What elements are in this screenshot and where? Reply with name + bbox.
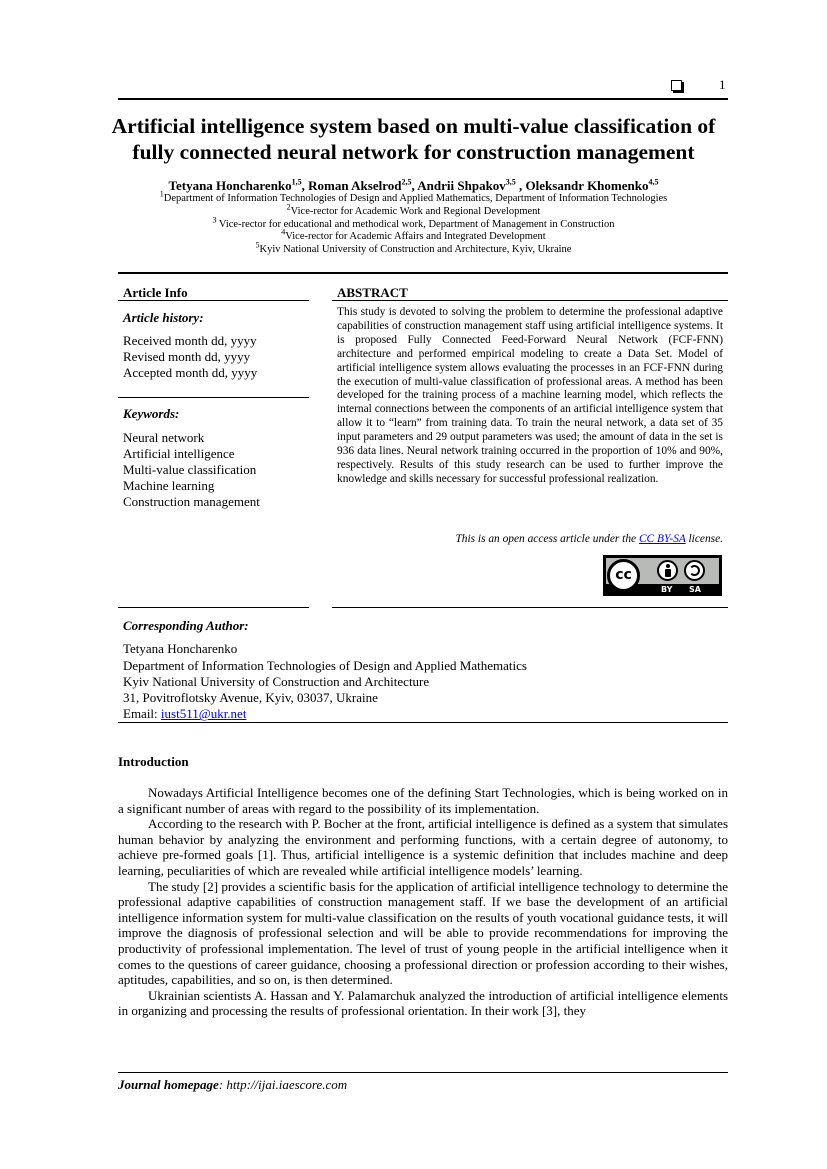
affiliation-text: Kyiv National University of Construction and Architecture, Kyiv, Ukraine bbox=[259, 244, 572, 256]
history-revised: Revised month dd, yyyy bbox=[123, 349, 251, 364]
keywords-list bbox=[123, 430, 260, 510]
corresponding-name: Tetyana Honcharenko bbox=[123, 641, 238, 657]
email-link[interactable]: iust511@ukr.net bbox=[160, 706, 247, 722]
affiliation-text: Department of Information Technologies of Design and Applied Mathematics, Department of Information Technologies bbox=[163, 193, 668, 204]
keyword-item: Multi-value classification bbox=[123, 462, 257, 477]
affiliation-list bbox=[100, 189, 727, 257]
intro-paragraph: According to the research with P. Bocher at the front, artificial intelligence is defined as a system that simulates human behavior by analyzing the environment and performing functions, with a certain degree of autonomy, to achieve pre-formed goals [1]. Thus, artificial intelligence is a systemic definition that includes machine and deep learning, peculiarities of which are revealed while artificial intelligence models’ learning. bbox=[118, 816, 728, 878]
author-affiliation-marker: 4,5 bbox=[648, 177, 659, 187]
abstract-text: This study is devoted to solving the problem to determine the professional adaptive capabilities of construction management staff using artificial intelligence systems. It is proposed Fully Connected Feed-Forward Neural Network (FCF-FNN) architecture and performed empirical modeling to create a Data Set. Model of artificial intelligence system allows evaluating the processes in an FCF-FNN during the execution of multi-value classification of professional areas. A method has been developed for the training process of a machine learning model, which reflects the internal connections between the components of an artificial intelligence system that allow it to “learn” from training data. To train the neural network, a data set of 35 input parameters and 29 output parameters was used; the amount of data in the set is 936 data lines. Neural network training occurred in the proportion of 10% and 90%, respectively. Results of this study research can be used to further improve the knowledge and skills necessary for successful professional realization. bbox=[337, 306, 723, 485]
affiliation-line bbox=[100, 215, 727, 232]
author-affiliation-marker: 1,5 bbox=[291, 177, 302, 187]
affiliation-marker: 1 bbox=[159, 189, 164, 199]
affiliation-text: Vice-rector for educational and methodical work, Department of Management in Construction bbox=[216, 218, 615, 230]
journal-homepage bbox=[118, 1077, 347, 1093]
article-info-heading: Article Info bbox=[123, 285, 188, 300]
license-link[interactable]: CC BY-SA bbox=[638, 533, 686, 545]
keyword-item: Neural network bbox=[123, 430, 205, 445]
affiliation-marker: 3 bbox=[212, 215, 217, 225]
intro-paragraph: The study [2] provides a scientific basis for the application of artificial intelligence technology to determine the professional adaptive capabilities of construction management staff. If we base the development of an artificial intelligence information system for multi-value classification on the results of youth vocational guidance tests, it will improve the diagnosis of professional selection and will be able to provide recommendations for improving the productivity of professional implementation. The level of trust of young people in the artificial intelligence when it comes to the questions of career guidance, choosing a professional direction or profession according to their wishes, aptitudes, capabilities, and so on, is then determined. bbox=[118, 878, 728, 988]
affiliation-text: Vice-rector for Academic Work and Regional Development bbox=[290, 205, 541, 217]
affiliation-line bbox=[100, 240, 727, 257]
affiliation-line bbox=[100, 189, 727, 206]
intro-paragraph: Nowadays Artificial Intelligence becomes one of the defining Start Technologies, which is being worked on in a significant number of areas with regard to the possibility of its implementation. bbox=[118, 785, 728, 816]
author-name: Tetyana Honcharenko bbox=[168, 178, 292, 193]
keywords-label: Keywords: bbox=[123, 406, 180, 421]
corresponding-address: 31, Povitroflotsky Avenue, Kyiv, 03037, Ukraine bbox=[123, 690, 378, 706]
article-history-list bbox=[123, 333, 257, 381]
keyword-item: Artificial intelligence bbox=[123, 446, 235, 461]
article-history-label: Article history: bbox=[123, 310, 204, 325]
author-affiliation-marker: 3,5 bbox=[505, 177, 516, 187]
license-line bbox=[337, 533, 723, 545]
abstract-heading: ABSTRACT bbox=[337, 285, 408, 300]
cc-icon: cc bbox=[607, 559, 640, 592]
affiliation-line bbox=[100, 227, 727, 244]
corresponding-univ: Kyiv National University of Construction and Architecture bbox=[123, 673, 430, 689]
affiliation-marker: 4 bbox=[281, 227, 286, 237]
intro-paragraph: Ukrainian scientists A. Hassan and Y. Palamarchuk analyzed the introduction of artificial intelligence elements in organizing and processing the results of professional orientation. In their work [3], they bbox=[118, 987, 728, 1019]
info-bottom-rule bbox=[118, 607, 309, 608]
journal-homepage-label: Journal homepage bbox=[118, 1077, 219, 1092]
sa-share-icon bbox=[684, 560, 705, 581]
keyword-item: Construction management bbox=[123, 494, 260, 509]
introduction-body bbox=[118, 785, 728, 1019]
cc-by-sa-badge[interactable] bbox=[603, 555, 722, 596]
keyword-item: Machine learning bbox=[123, 478, 215, 493]
author-list: Tetyana Honcharenko$^{1,5}$, Roman Akselrod$^{2,5}$, Andrii Shpakov$^{3,5}$ , Oleksandr Khomenko$^{4,5}$ bbox=[168, 177, 659, 193]
history-received: Received month dd, yyyy bbox=[123, 333, 257, 348]
author-name: Andrii Shpakov bbox=[417, 178, 506, 193]
article-info-rule bbox=[118, 300, 309, 301]
journal-logo-box bbox=[671, 80, 682, 91]
journal-homepage-url: : http://ijai.iaescore.com bbox=[218, 1077, 348, 1092]
corresponding-email-line: Email: iust511@ukr.net bbox=[123, 706, 247, 722]
author-name: Roman Akselrod bbox=[308, 178, 402, 193]
history-accepted: Accepted month dd, yyyy bbox=[123, 365, 258, 380]
author-affiliation-marker: 2,5 bbox=[401, 177, 412, 187]
affiliation-marker: 2 bbox=[286, 202, 291, 212]
page-number: 1 bbox=[719, 77, 726, 92]
author-name: Oleksandr Khomenko bbox=[525, 178, 649, 193]
sa-label: SA bbox=[689, 585, 701, 594]
affiliation-marker: 5 bbox=[255, 240, 260, 250]
history-rule bbox=[118, 397, 309, 398]
license-prefix: This is an open access article under the bbox=[455, 533, 639, 545]
corresponding-label: Corresponding Author: bbox=[123, 618, 249, 633]
affiliation-rule bbox=[118, 272, 728, 274]
footer-rule bbox=[118, 1072, 728, 1073]
by-label: BY bbox=[661, 585, 673, 594]
paper-title: Artificial intelligence system based on multi-value classification of fully connected neural network for construction management bbox=[111, 114, 716, 164]
abstract-bottom-rule bbox=[332, 607, 728, 608]
abstract-rule bbox=[332, 300, 728, 301]
corresponding-dept: Department of Information Technologies of Design and Applied Mathematics bbox=[123, 657, 527, 673]
corresponding-rule bbox=[118, 722, 728, 723]
header-rule bbox=[118, 98, 728, 100]
affiliation-text: Vice-rector for Academic Affairs and Integrated Development bbox=[285, 231, 546, 243]
introduction-heading: Introduction bbox=[118, 754, 189, 769]
corresponding-author bbox=[123, 618, 527, 723]
license-suffix: license. bbox=[685, 533, 723, 545]
by-person-icon bbox=[657, 560, 678, 581]
affiliation-line bbox=[100, 202, 727, 219]
